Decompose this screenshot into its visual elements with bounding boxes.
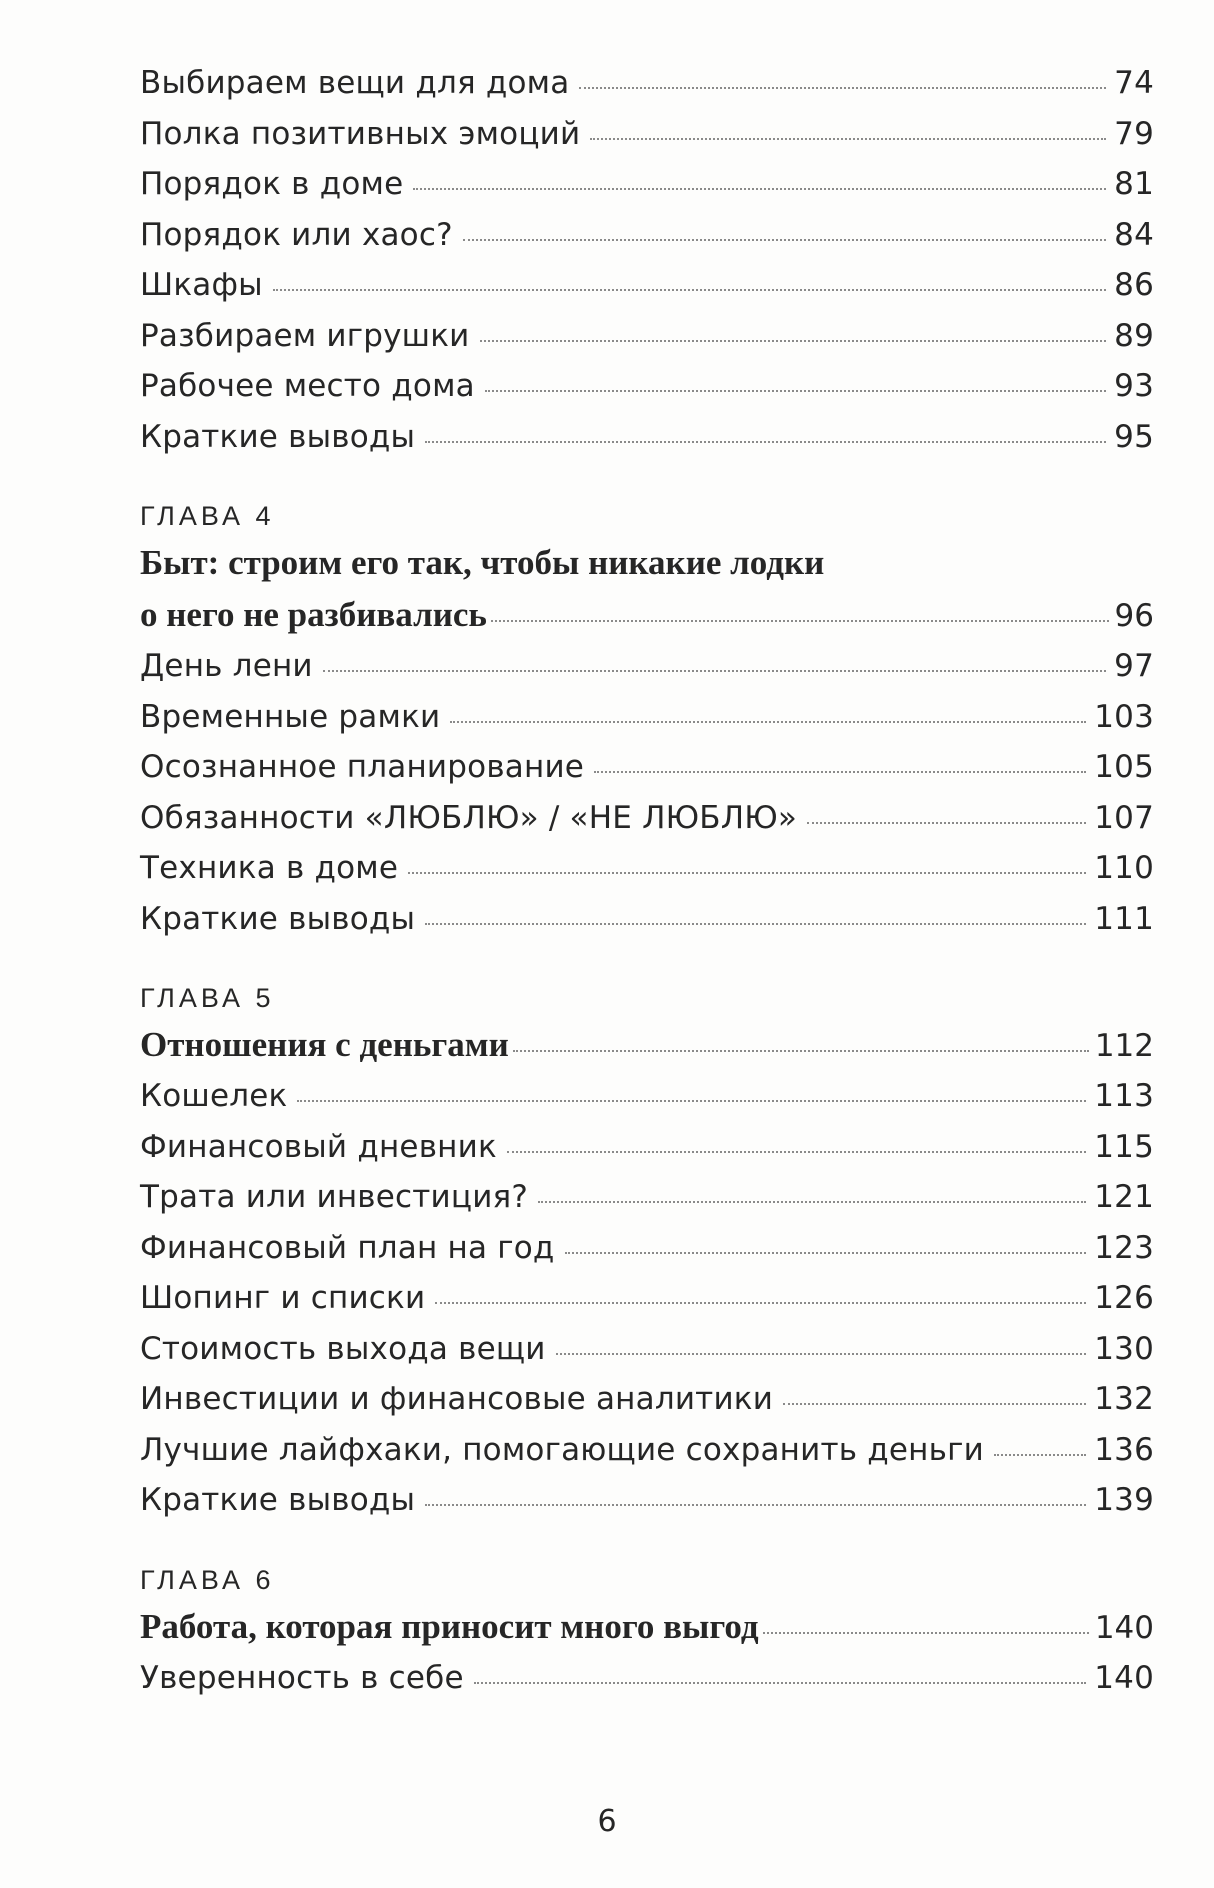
toc-entry-title: Шопинг и списки: [140, 1280, 426, 1316]
chapter-page: 112: [1094, 1028, 1154, 1064]
toc-entry-title: Осознанное планирование: [140, 749, 585, 785]
toc-entry-page: 123: [1094, 1229, 1154, 1266]
dot-leader: [425, 1504, 1086, 1506]
dot-leader: [323, 670, 1106, 672]
chapter-label: ГЛАВА 5: [140, 983, 275, 1013]
toc-entry[interactable]: [140, 894, 1154, 945]
toc-entry[interactable]: [140, 109, 1154, 160]
toc-entry-page: 130: [1094, 1330, 1154, 1367]
toc-entry-page: 113: [1094, 1078, 1154, 1114]
chapter-title-entry[interactable]: [140, 1601, 1154, 1653]
toc-entry[interactable]: [140, 311, 1154, 362]
toc-entry[interactable]: [140, 1475, 1154, 1526]
toc-entry-title: День лени: [140, 648, 313, 684]
toc-entry-page: 84: [1114, 216, 1154, 253]
toc-entry-page: 103: [1094, 698, 1154, 735]
toc-entry-page: 74: [1114, 65, 1154, 101]
toc-entry[interactable]: [140, 1653, 1154, 1704]
dot-leader: [783, 1403, 1086, 1405]
toc-entry-page: 81: [1114, 166, 1154, 202]
toc-entry-title: Выбираем вещи для дома: [140, 65, 570, 101]
dot-leader: [435, 1302, 1086, 1304]
dot-leader: [594, 771, 1086, 773]
chapter-page: 140: [1094, 1609, 1154, 1646]
toc-entry-title: Техника в доме: [140, 850, 399, 886]
toc-entry-page: 89: [1114, 317, 1154, 354]
chapter-page: 96: [1114, 598, 1154, 634]
toc-entry[interactable]: [140, 793, 1154, 844]
toc-entry-page: 121: [1094, 1179, 1154, 1215]
toc-entry-page: 110: [1094, 850, 1154, 886]
toc-entry-title: Шкафы: [140, 267, 263, 303]
dot-leader: [273, 289, 1106, 291]
toc-entry-page: 86: [1114, 267, 1154, 303]
chapter-label: ГЛАВА 4: [140, 501, 275, 531]
dot-leader: [474, 1682, 1086, 1684]
toc-entry-title: Инвестиции и финансовые аналитики: [140, 1381, 774, 1417]
toc-entry-title: Кошелек: [140, 1078, 288, 1114]
toc-section-chapter-6: [140, 1559, 1154, 1704]
toc-entry[interactable]: [140, 641, 1154, 692]
toc-entry-page: 93: [1114, 368, 1154, 404]
toc-entry[interactable]: [140, 843, 1154, 894]
dot-leader: [579, 87, 1106, 89]
toc-entry-page: 111: [1094, 900, 1154, 937]
toc-entry[interactable]: [140, 1122, 1154, 1173]
toc-entry[interactable]: [140, 1425, 1154, 1476]
chapter-title-entry[interactable]: [140, 589, 1154, 641]
toc-entry[interactable]: [140, 361, 1154, 412]
chapter-label: ГЛАВА 6: [140, 1564, 275, 1595]
toc-entry[interactable]: [140, 1273, 1154, 1324]
dot-leader: [507, 1151, 1086, 1153]
toc-entry[interactable]: [140, 210, 1154, 261]
chapter-title-entry[interactable]: [140, 1019, 1154, 1071]
chapter-title-text: о него не разбивались: [140, 595, 487, 634]
toc-entry-title: Разбираем игрушки: [140, 317, 470, 354]
toc-entry-title: Лучшие лайфхаки, помогающие сохранить деньги: [140, 1431, 984, 1468]
toc-entry[interactable]: [140, 58, 1154, 109]
toc-entry-page: 126: [1094, 1280, 1154, 1316]
toc-entry-title: Краткие выводы: [140, 1482, 416, 1518]
toc-entry-title: Полка позитивных эмоций: [140, 115, 581, 152]
dot-leader: [463, 239, 1106, 241]
toc-entry[interactable]: [140, 1172, 1154, 1223]
toc-entry-title: Краткие выводы: [140, 418, 416, 455]
dot-leader: [538, 1201, 1086, 1203]
toc-entry-page: 139: [1094, 1482, 1154, 1518]
toc-entry[interactable]: [140, 1374, 1154, 1425]
toc-entry-page: 97: [1114, 648, 1154, 684]
toc-section-chapter-3-continued: [140, 58, 1154, 462]
dot-leader: [425, 441, 1106, 443]
toc-entry-page: 136: [1094, 1431, 1154, 1468]
toc-entry[interactable]: [140, 742, 1154, 793]
dot-leader: [408, 872, 1086, 874]
toc-entry-page: 132: [1094, 1381, 1154, 1417]
dot-leader: [480, 340, 1107, 342]
dot-leader: [763, 1632, 1089, 1634]
toc-entry[interactable]: [140, 1223, 1154, 1274]
dot-leader: [297, 1100, 1086, 1102]
toc-entry-title: Обязанности «ЛЮБЛЮ» / «НЕ ЛЮБЛЮ»: [140, 799, 798, 836]
table-of-contents: [140, 58, 1154, 1703]
toc-entry-title: Финансовый дневник: [140, 1128, 497, 1165]
toc-entry-title: Временные рамки: [140, 698, 441, 735]
dot-leader: [994, 1454, 1086, 1456]
toc-entry-page: 115: [1094, 1128, 1154, 1165]
dot-leader: [425, 923, 1086, 925]
dot-leader: [485, 390, 1106, 392]
toc-entry-title: Порядок или хаос?: [140, 216, 453, 253]
toc-entry[interactable]: [140, 260, 1154, 311]
chapter-title-text: Отношения с деньгами: [140, 1025, 509, 1064]
toc-entry-title: Уверенность в себе: [140, 1659, 464, 1696]
toc-entry-title: Краткие выводы: [140, 900, 416, 937]
toc-section-chapter-5: [140, 977, 1154, 1526]
toc-entry-title: Трата или инвестиция?: [140, 1179, 529, 1215]
toc-entry[interactable]: [140, 1071, 1154, 1122]
toc-entry-title: Порядок в доме: [140, 166, 404, 202]
toc-entry-page: 105: [1094, 749, 1154, 785]
dot-leader: [807, 822, 1086, 824]
toc-entry-page: 79: [1114, 115, 1154, 152]
toc-entry[interactable]: [140, 692, 1154, 743]
toc-section-chapter-4: [140, 495, 1154, 944]
toc-entry[interactable]: [140, 412, 1154, 463]
dot-leader: [413, 188, 1106, 190]
dot-leader: [556, 1353, 1087, 1355]
toc-entry-title: Рабочее место дома: [140, 368, 475, 404]
dot-leader: [513, 1050, 1089, 1052]
toc-entry[interactable]: [140, 1324, 1154, 1375]
dot-leader: [590, 138, 1106, 140]
dot-leader: [491, 620, 1109, 622]
chapter-title[interactable]: Быт: строим его так, чтобы никакие лодки: [140, 543, 825, 582]
toc-entry-page: 95: [1114, 418, 1154, 455]
dot-leader: [450, 721, 1086, 723]
toc-entry-page: 107: [1094, 799, 1154, 836]
toc-entry-page: 140: [1094, 1659, 1154, 1696]
toc-entry-title: Финансовый план на год: [140, 1229, 555, 1266]
page-number: 6: [597, 1804, 617, 1839]
dot-leader: [565, 1252, 1087, 1254]
chapter-title-text: Работа, которая приносит много выгод: [140, 1606, 759, 1646]
toc-entry[interactable]: [140, 159, 1154, 210]
toc-entry-title: Стоимость выхода вещи: [140, 1330, 546, 1367]
